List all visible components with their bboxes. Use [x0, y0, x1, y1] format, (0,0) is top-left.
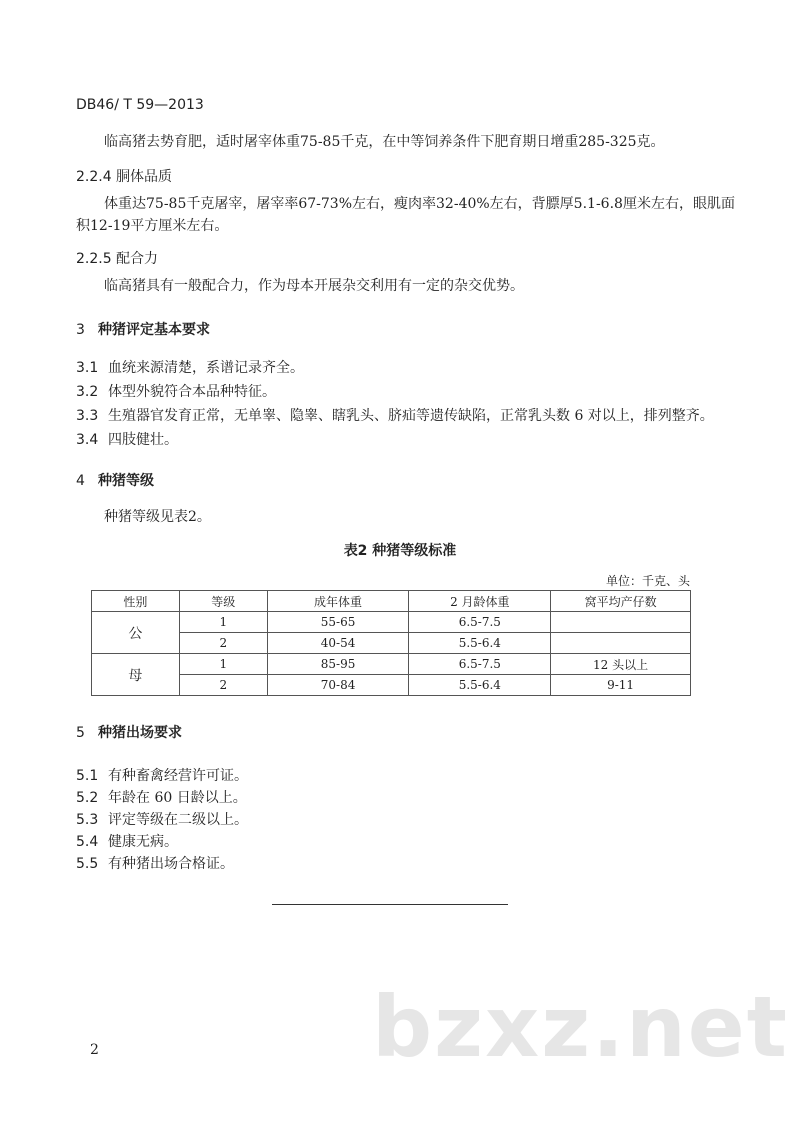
- watermark: bzxz.net: [372, 978, 789, 1076]
- header-grade: 等级: [179, 591, 267, 612]
- heading-number: 2.2.4: [76, 169, 112, 185]
- cell-sex: 公: [92, 612, 180, 654]
- cell-litter-size: 9-11: [551, 675, 691, 696]
- heading-title: 种猪出场要求: [98, 725, 182, 741]
- header-2-month-weight: 2 月龄体重: [409, 591, 551, 612]
- cell-2-month-weight: 5.5-6.4: [409, 633, 551, 654]
- intro-paragraph: 临高猪去势育肥，适时屠宰体重75-85千克，在中等饲养条件下肥育期日增重285-325克。: [104, 134, 665, 150]
- cell-adult-weight: 70-84: [267, 675, 409, 696]
- heading-title: 配合力: [116, 251, 158, 267]
- heading-title: 种猪评定基本要求: [98, 322, 210, 338]
- heading-number: 3: [76, 322, 85, 338]
- clause-number: 5.3: [76, 812, 99, 828]
- clause-number: 3.2: [76, 384, 99, 400]
- clause-3-3: [76, 405, 714, 425]
- cell-sex: 母: [92, 654, 180, 696]
- clause-number: 3.4: [76, 432, 99, 448]
- clause-5-2: [76, 787, 247, 807]
- clause-5-3: [76, 809, 248, 829]
- table-row: [92, 654, 691, 675]
- heading-number: 4: [76, 473, 85, 489]
- table-row: [92, 675, 691, 696]
- cell-litter-size: [551, 612, 691, 633]
- cell-adult-weight: 85-95: [267, 654, 409, 675]
- clause-number: 5.4: [76, 834, 99, 850]
- table-row: [92, 633, 691, 654]
- cell-adult-weight: 55-65: [267, 612, 409, 633]
- clause-5-5: [76, 853, 234, 873]
- cell-grade: 1: [179, 654, 267, 675]
- page-number: 2: [90, 1042, 99, 1058]
- header-litter-size: 窝平均产仔数: [551, 591, 691, 612]
- end-rule: [272, 904, 508, 905]
- cell-2-month-weight: 5.5-6.4: [409, 675, 551, 696]
- cell-2-month-weight: 6.5-7.5: [409, 654, 551, 675]
- table-header-row: [92, 591, 691, 612]
- heading-2-2-5: [76, 248, 158, 268]
- paragraph-section-4: 种猪等级见表2。: [104, 509, 211, 525]
- heading-title: 种猪等级: [98, 473, 154, 489]
- header-adult-weight: 成年体重: [267, 591, 409, 612]
- clause-number: 5.2: [76, 790, 99, 806]
- header-sex: 性别: [92, 591, 180, 612]
- clause-text: 健康无病。: [108, 834, 178, 850]
- clause-number: 3.3: [76, 408, 99, 424]
- grade-table: [91, 590, 691, 696]
- clause-number: 5.5: [76, 856, 99, 872]
- cell-2-month-weight: 6.5-7.5: [409, 612, 551, 633]
- heading-number: 2.2.5: [76, 251, 112, 267]
- heading-section-3: [76, 319, 210, 339]
- cell-litter-size: [551, 633, 691, 654]
- cell-adult-weight: 40-54: [267, 633, 409, 654]
- cell-litter-size: 12 头以上: [551, 654, 691, 675]
- document-code: DB46/ T 59—2013: [76, 97, 204, 113]
- clause-number: 3.1: [76, 360, 99, 376]
- clause-text: 血统来源清楚，系谱记录齐全。: [108, 360, 304, 376]
- paragraph-2-2-4-line1: 体重达75-85千克屠宰，屠宰率67-73%左右，瘦肉率32-40%左右，背膘厚5.1-6.8厘米左右，眼肌面: [104, 196, 735, 212]
- heading-title: 胴体品质: [116, 169, 172, 185]
- heading-section-5: [76, 722, 182, 742]
- clause-text: 评定等级在二级以上。: [108, 812, 248, 828]
- paragraph-2-2-4-line2: 积12-19平方厘米左右。: [76, 218, 229, 234]
- table-caption: 表2 种猪等级标准: [343, 543, 457, 559]
- table-unit: 单位：千克、头: [605, 574, 690, 588]
- heading-section-4: [76, 470, 154, 490]
- table-row: [92, 612, 691, 633]
- clause-number: 5.1: [76, 768, 99, 784]
- clause-text: 有种畜禽经营许可证。: [108, 768, 248, 784]
- clause-text: 有种猪出场合格证。: [108, 856, 234, 872]
- clause-text: 体型外貌符合本品种特征。: [108, 384, 276, 400]
- cell-grade: 1: [179, 612, 267, 633]
- heading-2-2-4: [76, 166, 172, 186]
- clause-5-1: [76, 765, 248, 785]
- cell-grade: 2: [179, 675, 267, 696]
- clause-text: 年龄在 60 日龄以上。: [108, 790, 247, 806]
- paragraph-2-2-5: 临高猪具有一般配合力，作为母本开展杂交利用有一定的杂交优势。: [104, 278, 524, 294]
- clause-text: 四肢健壮。: [108, 432, 178, 448]
- cell-grade: 2: [179, 633, 267, 654]
- clause-3-4: [76, 429, 178, 449]
- clause-3-2: [76, 381, 276, 401]
- heading-number: 5: [76, 725, 85, 741]
- clause-5-4: [76, 831, 178, 851]
- clause-text: 生殖器官发育正常，无单睾、隐睾、瞎乳头、脐疝等遗传缺陷，正常乳头数 6 对以上，排列整齐。: [108, 408, 714, 424]
- clause-3-1: [76, 357, 304, 377]
